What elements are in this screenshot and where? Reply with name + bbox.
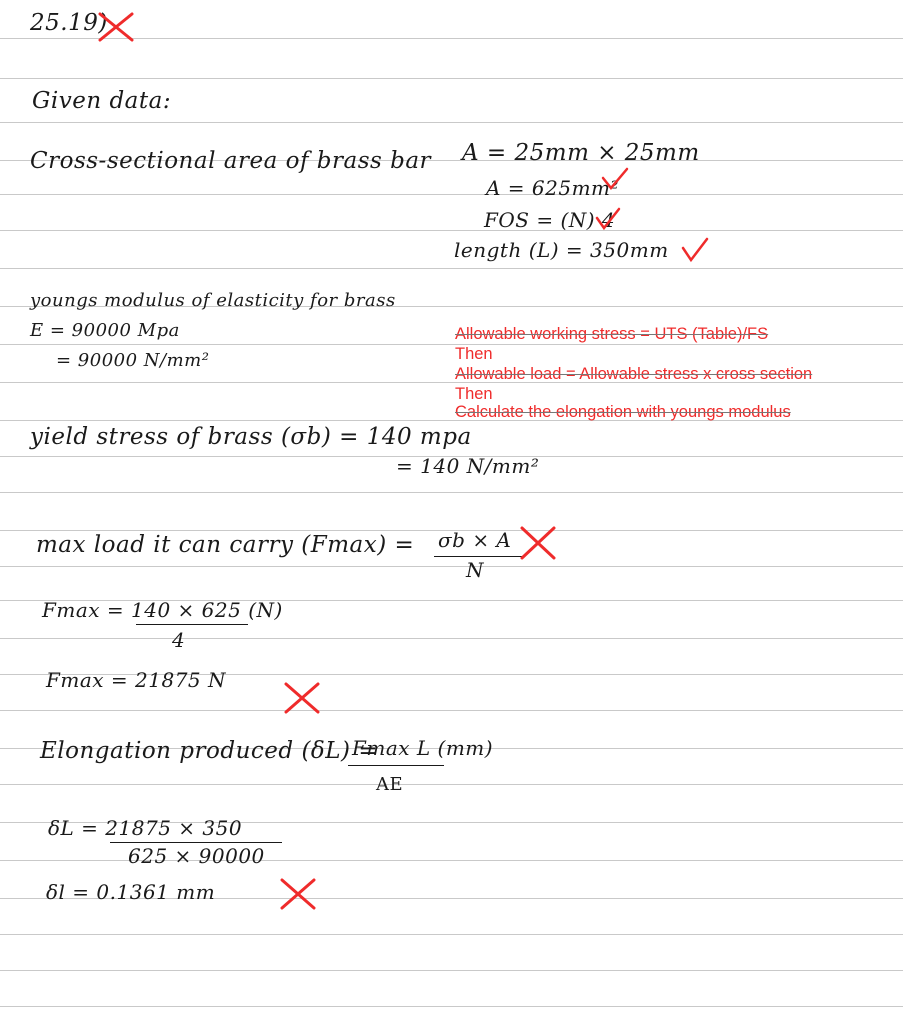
rule-line [0,1006,903,1007]
rule-line [0,638,903,639]
fmax-calc-numerator: Fmax = 140 × 625 (N) [42,598,283,622]
problem-number: 25.19) [30,10,108,36]
check-mark-icon [600,166,630,192]
rule-line [0,784,903,785]
length-value: length (L) = 350mm [454,238,669,262]
max-load-label: max load it can carry (Fmax) = [36,532,415,558]
cross-mark-icon [278,876,318,912]
elongation-denominator: AE [376,774,404,795]
rule-line [0,194,903,195]
feedback-line-3: Allowable load = Allowable stress x cross section [455,365,813,383]
max-load-denominator: N [466,558,484,582]
check-mark-icon [594,206,622,232]
cross-mark-icon [282,680,322,716]
dl-calc-denominator: 625 × 90000 [128,844,265,868]
rule-line [0,492,903,493]
feedback-line-2: Then [455,345,493,363]
fmax-result: Fmax = 21875 N [46,668,226,692]
dl-result: δl = 0.1361 mm [46,880,216,904]
area-value: A = 625mm² [486,176,620,200]
area-label: Cross-sectional area of brass bar [30,148,432,174]
elongation-label: Elongation produced (δL) = [40,738,379,764]
feedback-line-5: Calculate the elongation with youngs modulus [455,403,791,421]
youngs-label: youngs modulus of elasticity for brass [30,290,396,311]
rule-line [0,710,903,711]
rule-line [0,78,903,79]
rule-line [0,230,903,231]
fraction-bar [348,765,444,766]
rule-line [0,268,903,269]
fraction-bar [434,556,522,557]
feedback-line-4: Then [455,385,493,403]
cross-mark-icon [518,524,558,562]
fos-value: FOS = (N) 4 [484,208,616,232]
max-load-numerator: σb × A [438,528,512,552]
rule-line [0,934,903,935]
dl-calc-numerator: δL = 21875 × 350 [48,816,243,840]
area-formula: A = 25mm × 25mm [462,140,700,166]
cross-mark-icon [96,10,136,44]
rule-line [0,122,903,123]
check-mark-icon [680,236,710,264]
rule-line [0,970,903,971]
given-heading: Given data: [32,88,172,114]
youngs-e: E = 90000 Mpa [30,320,180,341]
feedback-line-1: Allowable working stress = UTS (Table)/FS [455,325,769,343]
rule-line [0,566,903,567]
rule-line [0,344,903,345]
yield-nmm: = 140 N/mm² [396,454,540,478]
fraction-bar [136,624,248,625]
fraction-bar [110,842,282,843]
elongation-numerator: Fmax L (mm) [352,736,494,760]
youngs-nmm: = 90000 N/mm² [56,350,210,371]
fmax-calc-denominator: 4 [172,628,186,652]
yield-label: yield stress of brass (σb) = 140 mpa [30,424,472,450]
